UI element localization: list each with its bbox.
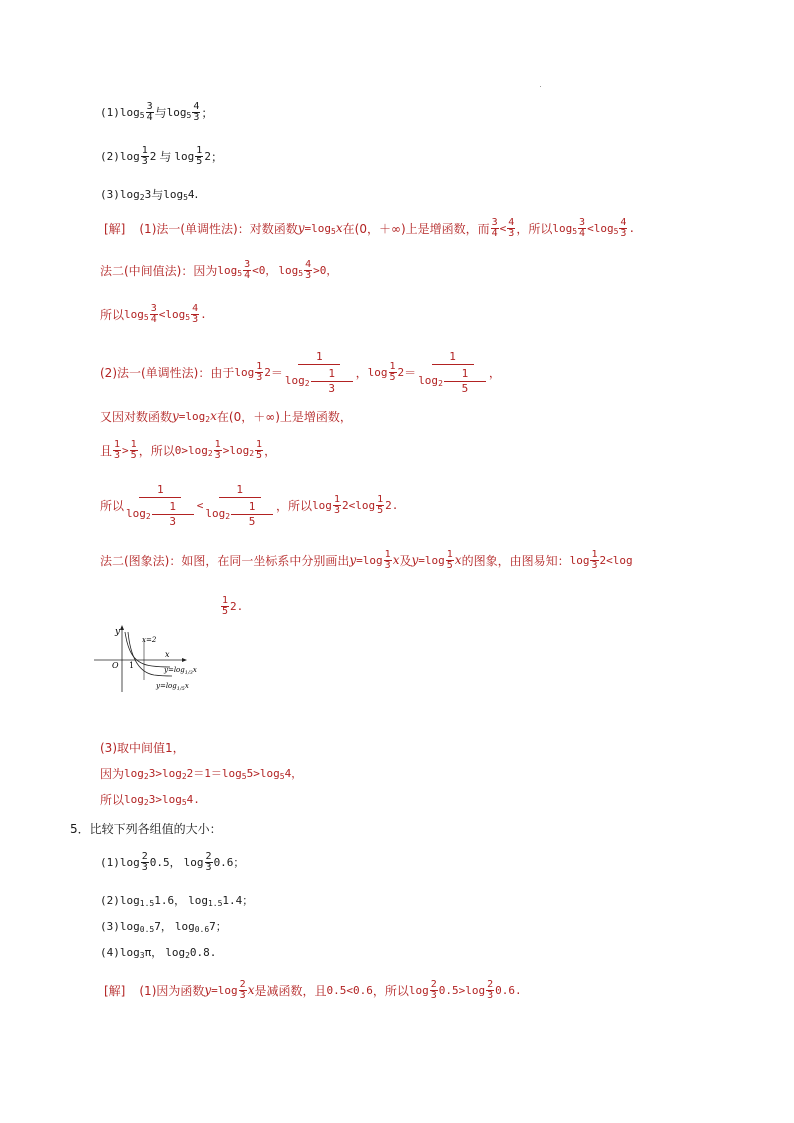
fraction: $\frac{3}{4}$ [244,258,251,281]
reciprocal-fraction: 1 log 2 $\frac{1}{3}$ [126,483,195,527]
fraction: $\frac{1}{5}$ [389,360,396,383]
fraction: $\frac{1}{3}$ [591,548,598,571]
fraction: $\frac{4}{3}$ [193,100,200,123]
fraction: $\frac{1}{5}$ [222,594,229,617]
solution-2-reciprocal: 所以 1 log 2 $\frac{1}{3}$ < 1 log 2 $\frac{1}{5}$ ，所以 log $\frac{1}{3}$ 2 < log $\frac{1}{5}$ 2 . [100,483,399,528]
fraction: $\frac{1}{3}$ [141,144,148,167]
solution-3-line-3: 所以 log 2 3>log 5 4. [100,792,200,807]
fraction: $\frac{1}{3}$ [214,438,221,461]
reciprocal-fraction: 1 log 2 $\frac{1}{3}$ [285,350,354,394]
reciprocal-fraction: 1 log 2 $\frac{1}{5}$ [418,350,487,394]
fraction: $\frac{1}{5}$ [196,144,203,167]
fraction: $\frac{1}{5}$ [256,438,263,461]
fraction: $\frac{2}{3}$ [205,850,212,873]
q5-title: 5．比较下列各组值的大小： [70,821,222,836]
fraction: $\frac{4}{3}$ [508,216,515,239]
fraction: $\frac{1}{5}$ [130,438,137,461]
fraction: $\frac{4}{3}$ [620,216,627,239]
fraction: $\frac{1}{3}$ [384,548,391,571]
tick-label-1: 1 [129,661,135,670]
fraction: $\frac{4}{3}$ [192,302,199,325]
log-graph [92,622,212,694]
line-x-2-label: x=2 [142,636,157,644]
solution-1-method-2-conclusion: 所以 log 5 $\frac{3}{4}$ < log 5 $\frac{4}{3}$ . [100,302,207,325]
solution-2-compare: 且 $\frac{1}{3}$ > $\frac{1}{5}$ ，所以 0>log 2 $\frac{1}{3}$ >log 2 $\frac{1}{5}$ ， [100,438,277,461]
solution-5-part1: [解] (1)因为函数 y =log $\frac{2}{3}$ x 是减函数，且 0.5<0.6 ，所以 log $\frac{2}{3}$ 0.5> log $\frac{2}{3}$ 0.6. [104,978,522,1001]
fraction: $\frac{2}{3}$ [430,978,437,1001]
fraction: $\frac{2}{3}$ [239,978,246,1001]
origin-label: O [112,661,119,670]
solution-3-line-1: (3)取中间值1， [100,740,185,755]
q5-part4: (4) log 3 π， log 2 0.8. [100,945,217,960]
solution-2-method-2: 法二(图象法)：如图，在同一坐标系中分别画出 y =log $\frac{1}{3}$ x 及 y =log $\frac{1}{5}$ x 的图象，由图易知： log $\frac{1}{3}$ 2 <log [100,548,633,571]
solution-3-line-2: 因为 log 2 3>log 2 2＝1＝log 5 5>log 5 4， [100,766,303,781]
q5-part2: (2) log 1.5 1.6， log 1.5 1.4； [100,893,254,908]
fraction: $\frac{2}{3}$ [141,850,148,873]
solution-2-method-1: (2)法一(单调性法)：由于 log $\frac{1}{3}$ 2 ＝ 1 log 2 $\frac{1}{3}$ ， log $\frac{1}{5}$ 2 ＝ 1 log 2 $\frac{1}{5}$ ， [100,350,501,395]
q4-part2: (2) log $\frac{1}{3}$ 2 与 log $\frac{1}{5}$ 2 ； [100,144,223,167]
fraction: $\frac{2}{3}$ [487,978,494,1001]
fraction: $\frac{3}{4}$ [491,216,498,239]
solution-1-method-2: 法二(中间值法)：因为 log 5 $\frac{3}{4}$ <0， log 5 $\frac{4}{3}$ >0， [100,258,338,281]
curve-label-1: $y=\log_{1/3}x$ [164,666,197,676]
solution-2-monotonic: 又因对数函数 y =log 2 x 在(0，＋∞)上是增函数， [100,409,352,424]
q4-part1: (1) log 5 $\frac{3}{4}$ 与 log 5 $\frac{4}{3}$ ； [100,100,214,123]
q4-part3: (3) log 2 3 与 log 5 4 . [100,187,199,202]
fraction: $\frac{1}{3}$ [256,360,263,383]
solution-1-method-1: [解] (1)法一(单调性法)：对数函数 y =log 5 x 在(0，＋∞)上是增函数，而 $\frac{3}{4}$ < $\frac{4}{3}$ ，所以 log 5 $\frac{3}{4}$ < log 5 $\frac{4}{3}$ . [104,216,636,239]
q5-part1: (1) log $\frac{2}{3}$ 0.5， log $\frac{2}{3}$ 0.6； [100,850,245,873]
fraction: $\frac{1}{5}$ [446,548,453,571]
curve-label-2: $y=\log_{1/5}x$ [156,682,189,692]
reciprocal-fraction: 1 log 2 $\frac{1}{5}$ [205,483,274,527]
fraction: $\frac{3}{4}$ [146,100,153,123]
fraction: $\frac{3}{4}$ [579,216,586,239]
fraction: $\frac{3}{4}$ [150,302,157,325]
fraction: $\frac{1}{3}$ [333,493,340,516]
y-axis-label: y [115,627,121,637]
solution-2-method-2-wrap: $\frac{1}{5}$ 2. [222,594,244,617]
x-axis-label: x [165,650,170,659]
scan-dot [540,86,541,87]
fraction: $\frac{4}{3}$ [305,258,312,281]
x-axis-arrow [182,658,187,662]
fraction: $\frac{1}{5}$ [377,493,384,516]
y-axis-arrow [120,625,124,630]
q5-part3: (3) log 0.5 7， log 0.6 7； [100,919,227,934]
fraction: $\frac{1}{3}$ [114,438,121,461]
